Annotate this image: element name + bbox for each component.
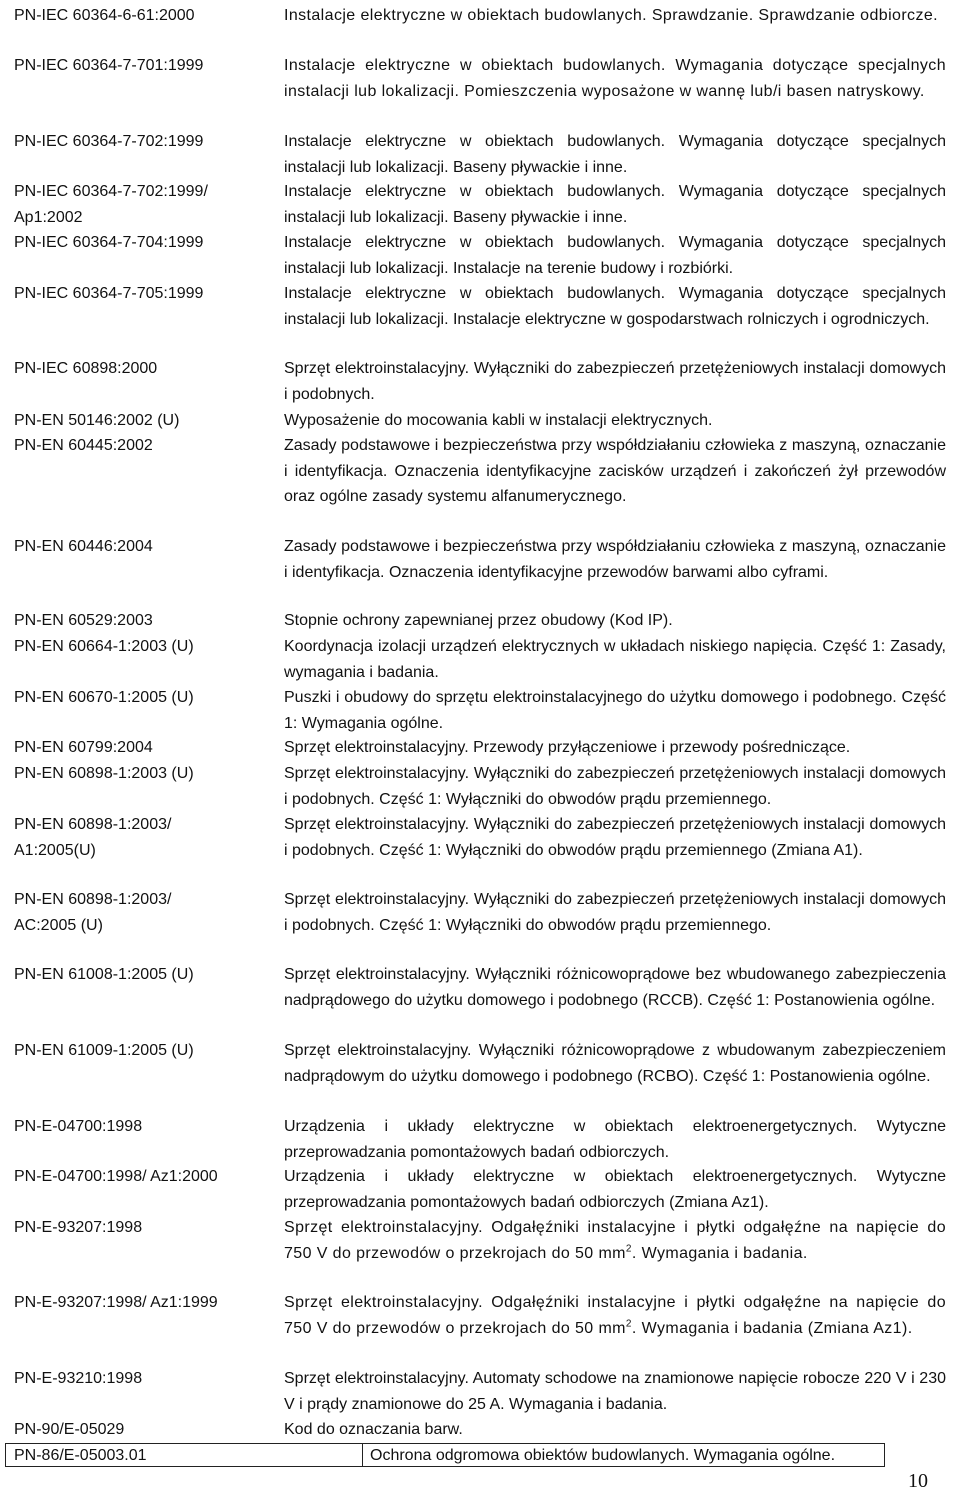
standard-code: PN-IEC 60364-7-702:1999/ Ap1:2002 [14,183,208,226]
standard-description: Instalacje elektryczne w obiektach budowlanych. Wymagania dotyczące specjalnych instalacji lub lokalizacji. Baseny pływackie i inne. [284,183,946,226]
standard-code: PN-EN 61008-1:2005 (U) [14,966,194,983]
standard-description: Sprzęt elektroinstalacyjny. Wyłączniki do zabezpieczeń przetężeniowych instalacji domowych i podobnych. Część 1: Wyłączniki do obwodów prądu przemiennego. [284,891,946,934]
standard-description: Instalacje elektryczne w obiektach budowlanych. Wymagania dotyczące specjalnych instalacji lub lokalizacji. Pomieszczenia wyposażone w wannę lub/i basen natryskowy. [284,57,946,100]
standard-description: Sprzęt elektroinstalacyjny. Wyłączniki do zabezpieczeń przetężeniowych instalacji domowych i podobnych. Część 1: Wyłączniki do obwodów prądu przemiennego (Zmiana A1). [284,816,946,859]
standard-description: Instalacje elektryczne w obiektach budowlanych. Sprawdzanie. Sprawdzanie odbiorcze. [284,7,938,24]
standard-description: Urządzenia i układy elektryczne w obiektach elektroenergetycznych. Wytyczne przeprowadzania pomontażowych badań odbiorczych. [284,1118,946,1161]
standard-description: Instalacje elektryczne w obiektach budowlanych. Wymagania dotyczące specjalnych instalacji lub lokalizacji. Instalacje na terenie budowy i rozbiórki. [284,234,946,277]
superscript: 2 [625,1243,632,1255]
standard-code: PN-E-93210:1998 [14,1370,143,1387]
standard-code: PN-E-04700:1998/ Az1:2000 [14,1168,218,1185]
standard-code: PN-IEC 60364-7-704:1999 [14,234,204,251]
standard-description: Ochrona odgromowa obiektów budowlanych. Wymagania ogólne. [370,1447,836,1464]
standard-description: Wyposażenie do mocowania kabli w instalacji elektrycznych. [284,412,713,429]
standard-description: Zasady podstawowe i bezpieczeństwa przy współdziałaniu człowieka z maszyną, oznaczanie i identyfikacja. Oznaczenia identyfikacyjne przewodów barwami albo cyframi. [284,538,946,581]
standard-description: Zasady podstawowe i bezpieczeństwa przy współdziałaniu człowieka z maszyną, oznaczanie i identyfikacja. Oznaczenia identyfikacyjne zacisków urządzeń i zakończeń żył przewodów oraz ogólne zasady systemu alfanumerycznego. [284,437,946,505]
standard-code: PN-EN 61009-1:2005 (U) [14,1042,194,1059]
standard-description: Instalacje elektryczne w obiektach budowlanych. Wymagania dotyczące specjalnych instalacji lub lokalizacji. Baseny pływackie i inne. [284,133,946,176]
standard-code: PN-EN 60670-1:2005 (U) [14,689,194,706]
standard-description: Puszki i obudowy do sprzętu elektroinstalacyjnego do użytku domowego i podobnego. Część 1: Wymagania ogólne. [284,689,946,732]
standard-description: Sprzęt elektroinstalacyjny. Wyłączniki różnicowoprądowe bez wbudowanego zabezpieczenia nadprądowego do użytku domowego i podobnego (RCCB). Część 1: Postanowienia ogólne. [284,966,946,1009]
description-text: Sprzęt elektroinstalacyjny. Odgałęźniki instalacyjne i płytki odgałęźne na napięcie do 750 V do przewodów o przekrojach do 50 mm [284,1294,946,1337]
description-text: . Wymagania i badania (Zmiana Az1). [631,1319,913,1337]
standard-code: PN-EN 60445:2002 [14,437,153,454]
standard-code: PN-EN 60898-1:2003 (U) [14,765,194,782]
standard-description: Sprzęt elektroinstalacyjny. Przewody przyłączeniowe i przewody pośredniczące. [284,739,851,756]
standard-code: PN-IEC 60364-7-701:1999 [14,57,204,74]
description-text: Sprzęt elektroinstalacyjny. Odgałęźniki instalacyjne i płytki odgałęźne na napięcie do 750 V do przewodów o przekrojach do 50 mm [284,1219,946,1262]
standard-code: PN-EN 50146:2002 (U) [14,412,180,429]
standard-description: Stopnie ochrony zapewnianej przez obudowy (Kod IP). [284,612,673,629]
standard-code: PN-IEC 60364-7-702:1999 [14,133,204,150]
standard-code: PN-EN 60529:2003 [14,612,153,629]
standard-description [284,1290,946,1341]
superscript: 2 [625,1318,632,1330]
standard-description: Koordynacja izolacji urządzeń elektrycznych w układach niskiego napięcia. Część 1: Zasady, wymagania i badania. [284,638,946,681]
standard-code: PN-IEC 60364-7-705:1999 [14,285,204,302]
standard-code: PN-EN 60446:2004 [14,538,153,555]
page-number: 10 [908,1470,928,1492]
standard-code: PN-IEC 60364-6-61:2000 [14,7,195,24]
standard-description: Urządzenia i układy elektryczne w obiektach elektroenergetycznych. Wytyczne przeprowadzania pomontażowych badań odbiorczych (Zmiana Az1). [284,1168,946,1211]
bordered-row [5,1443,885,1467]
standard-code: PN-86/E-05003.01 [14,1447,147,1464]
standard-description: Sprzęt elektroinstalacyjny. Wyłączniki do zabezpieczeń przetężeniowych instalacji domowych i podobnych. Część 1: Wyłączniki do obwodów prądu przemiennego. [284,765,946,808]
standard-code: PN-EN 60898-1:2003/ A1:2005(U) [14,816,172,859]
standard-description [284,1215,946,1266]
standard-description: Instalacje elektryczne w obiektach budowlanych. Wymagania dotyczące specjalnych instalacji lub lokalizacji. Instalacje elektryczne w gospodarstwach rolniczych i ogrodniczych. [284,285,946,328]
standard-description: Kod do oznaczania barw. [284,1421,463,1438]
standard-code: PN-EN 60898-1:2003/ AC:2005 (U) [14,891,172,934]
standard-code: PN-E-93207:1998/ Az1:1999 [14,1294,218,1311]
standard-code: PN-IEC 60898:2000 [14,360,158,377]
standard-code: PN-EN 60664-1:2003 (U) [14,638,194,655]
standard-code: PN-E-93207:1998 [14,1219,143,1236]
description-text: . Wymagania i badania. [631,1244,808,1262]
standard-code: PN-E-04700:1998 [14,1118,143,1135]
standard-description: Sprzęt elektroinstalacyjny. Wyłączniki różnicowoprądowe z wbudowanym zabezpieczeniem nadprądowym do użytku domowego i podobnego (RCBO). Część 1: Postanowienia ogólne. [284,1042,946,1085]
standard-description: Sprzęt elektroinstalacyjny. Automaty schodowe na znamionowe napięcie robocze 220 V i 230 V i prądy znamionowe do 25 A. Wymagania i badania. [284,1370,946,1413]
standard-code: PN-90/E-05029 [14,1421,125,1438]
standard-description: Sprzęt elektroinstalacyjny. Wyłączniki do zabezpieczeń przetężeniowych instalacji domowych i podobnych. [284,360,946,403]
table-divider [362,1444,363,1466]
standard-code: PN-EN 60799:2004 [14,739,153,756]
